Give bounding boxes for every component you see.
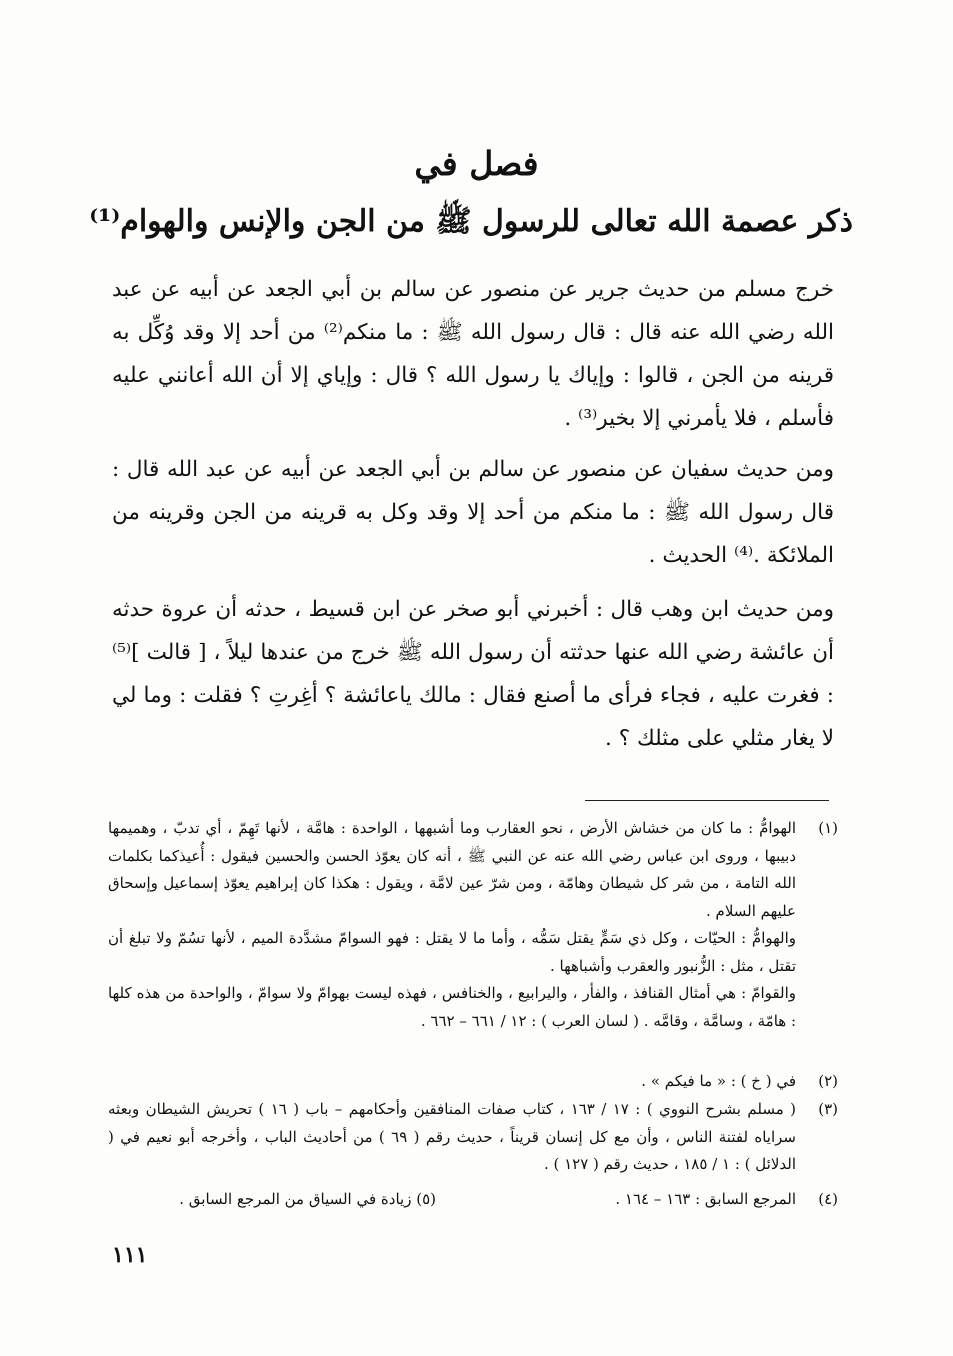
footnote-number: (٤) — [818, 1190, 838, 1208]
footnote-2 — [108, 1068, 838, 1096]
footnote-number: (٢) — [818, 1072, 838, 1090]
footnote-number: (١) — [818, 819, 838, 837]
footnote-separator — [585, 800, 829, 801]
footnote-5-text: (٥) زيادة في السياق من المرجع السابق . — [179, 1190, 436, 1208]
footnote-1-text-a: الهوامُّ : ما كان من خشاش الأرض ، نحو العقارب وما أشبهها ، الواحدة : هامَّة ، لأنها تَهِمّ ، أي تدبّ ، وهميمها دبيبها ، وروى ابن عباس رضي الله عنه عن النبي ﷺ ، أنه كان يعوّذ الحسن والحسين فيقول : أُعيذكما بكلمات الله التامة ، من شر كل شيطان وهامّة ، ومن شرّ عين لامَّة ، ويقول : هكذا كان إبراهيم يعوّذ إسماعيل وإسحاق عليهم السلام . — [108, 819, 796, 920]
footnote-3-text: ( مسلم بشرح النووي ) : ١٧ / ١٦٣ ، كتاب صفات المنافقين وأحكامهم – باب ( ١٦ ) تحريش الشيطان وبعثه سراياه لفتنة الناس ، وأن مع كل إنسان قريناً ، حديث رقم ( ٦٩ ) من أحاديث الباب ، وأخرجه أبو نعيم في ( الدلائل ) : ١ / ١٨٥ ، حديث رقم ( ١٢٧ ) . — [108, 1100, 796, 1173]
body-paragraph-1: خرج مسلم من حديث جرير عن منصور عن سالم بن أبي الجعد عن أبيه عن عبد الله رضي الله عنه قال : قال رسول الله ﷺ : ما منكم⁽²⁾ من أحد إلا وقد وُكِّل به قرينه من الجن ، قالوا : وإياك يا رسول الله ؟ قال : وإياي إلا أن الله أعانني عليه فأسلم ، فلا يأمرني إلا بخير⁽³⁾ . — [112, 277, 835, 431]
footnote-number: (٣) — [818, 1100, 838, 1118]
body-paragraph-3: ومن حديث ابن وهب قال : أخبرني أبو صخر عن ابن قسيط ، حدثه أن عروة حدثه أن عائشة رضي الله عنها حدثته أن رسول الله ﷺ خرج من عندها ليلاً ، [ قالت ]⁽⁵⁾ : فغرت عليه ، فجاء فرأى ما أصنع فقال : مالك ياعائشة ؟ أغِرتِ ؟ فقلت : وما لي لا يغار مثلي على مثلك ؟ . — [112, 597, 834, 751]
footnote-2-text: في ( خ ) : « ما فيكم » . — [641, 1072, 796, 1090]
footnote-4 — [108, 1186, 838, 1214]
footnote-1-text-b: والهوامُّ : الحيّات ، وكل ذي سَمٍّ يقتل سَمُّه ، وأما ما لا يقتل : فهو السوامّ مشدَّدة الميم ، لأنها تسُمّ ولا تبلغ أن تقتل ، مثل : الزُّنبور والعقرب وأشباهها . — [108, 929, 796, 975]
footnote-4-text: المرجع السابق : ١٦٣ – ١٦٤ . — [615, 1190, 796, 1208]
body-paragraph-2: ومن حديث سفيان عن منصور عن سالم بن أبي الجعد عن أبيه عن عبد الله قال : قال رسول الله ﷺ : ما منكم من أحد إلا وقد وكل به قرينه من الجن وقرينه من الملائكة .⁽⁴⁾ الحديث . — [112, 457, 834, 568]
page-number: ١١١ — [112, 1242, 148, 1268]
footnote-1 — [108, 815, 838, 1035]
footnote-3 — [108, 1096, 838, 1179]
footnote-1-text-c: والقوامّ : هي أمثال القنافذ ، والفأر ، واليرابيع ، والخنافس ، فهذه ليست بهوامّ ولا سوامّ ، والواحدة من هذه كلها : هامّة ، وسامَّة ، وقامَّه . ( لسان العرب ) : ١٢ / ٦٦١ – ٦٦٢ . — [108, 984, 796, 1030]
section-subtitle: ذكر عصمة الله تعالى للرسول ﷺ من الجن والإنس والهوام⁽¹⁾ — [89, 204, 853, 239]
section-title: فصل في — [414, 144, 539, 183]
